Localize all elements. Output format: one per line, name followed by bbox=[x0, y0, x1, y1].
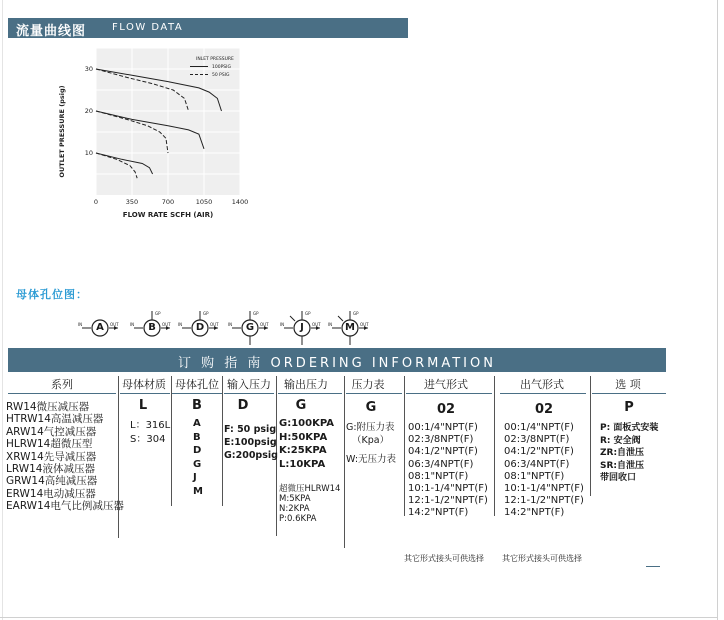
header-underline bbox=[278, 393, 342, 394]
svg-text:OUT: OUT bbox=[260, 322, 269, 327]
port-label: M bbox=[345, 322, 355, 333]
options-code: P bbox=[624, 400, 634, 415]
x-tick-label: 350 bbox=[125, 198, 139, 206]
column-divider bbox=[590, 376, 591, 496]
outlet-pressure-ultra-option: 超微压HLRW14 bbox=[279, 484, 341, 494]
outlet-form-code: 02 bbox=[534, 402, 554, 417]
header-underline bbox=[500, 393, 586, 394]
outlet-form-option: 10:1-1/4"NPT(F) bbox=[504, 483, 584, 494]
header-inlet-pressure: 输入压力 bbox=[227, 378, 271, 391]
inlet-form-option: 14:2"NPT(F) bbox=[408, 507, 469, 519]
header-outlet-pressure: 输出压力 bbox=[284, 378, 328, 391]
inlet-note: 其它形式接头可供选择 bbox=[404, 554, 484, 563]
outlet-form-option: 02:3/8NPT(F) bbox=[504, 434, 570, 446]
svg-text:OUT: OUT bbox=[110, 322, 119, 327]
x-tick-label: 0 bbox=[93, 198, 99, 206]
svg-text:GP: GP bbox=[203, 311, 209, 316]
column-divider bbox=[222, 376, 223, 506]
outlet-form-option: 06:3/4NPT(F) bbox=[504, 458, 570, 470]
series-item: RW14微压减压器 bbox=[6, 401, 90, 413]
series-item: EARW14电气比例减压器 bbox=[6, 500, 124, 513]
port-label: J bbox=[300, 322, 304, 333]
header-underline bbox=[346, 393, 402, 394]
svg-text:OUT: OUT bbox=[162, 322, 171, 327]
y-axis-label: OUTLET PRESSURE (psig) bbox=[58, 85, 66, 178]
gauge-option: W:无压力表 bbox=[346, 454, 397, 465]
svg-text:OUT: OUT bbox=[210, 322, 219, 327]
x-tick-label: 700 bbox=[161, 198, 175, 206]
outlet-pressure-ultra-option: N:2KPA bbox=[279, 504, 310, 514]
column-divider bbox=[118, 376, 119, 538]
legend-entry: 100PSIG bbox=[212, 65, 231, 70]
x-axis-label: FLOW RATE SCFH (AIR) bbox=[122, 211, 214, 219]
inlet-form-code: 02 bbox=[436, 402, 456, 417]
port-diagram-g bbox=[226, 308, 286, 348]
inlet-form-option: 00:1/4"NPT(F) bbox=[408, 422, 478, 433]
header-gauge: 压力表 bbox=[351, 378, 385, 391]
header-underline bbox=[172, 393, 222, 394]
inlet-form-option: 02:3/8NPT(F) bbox=[408, 434, 474, 446]
column-divider bbox=[344, 376, 345, 548]
port-code: B bbox=[192, 398, 202, 413]
port-option: A bbox=[193, 418, 201, 429]
port-option: M bbox=[193, 486, 203, 497]
y-tick-label: 10 bbox=[84, 149, 93, 157]
svg-text:GP: GP bbox=[155, 311, 161, 316]
port-diagram-m bbox=[326, 308, 386, 348]
port-option: D bbox=[193, 445, 202, 457]
header-outlet-form: 出气形式 bbox=[520, 378, 564, 391]
flow-title-en: FLOW DATA bbox=[112, 22, 184, 33]
outlet-pressure-code: G bbox=[295, 398, 307, 413]
inlet-form-option: 06:3/4NPT(F) bbox=[408, 458, 474, 470]
series-item: HLRW14超微压型 bbox=[6, 438, 93, 451]
header-material: 母体材质 bbox=[122, 378, 166, 391]
flow-chart bbox=[50, 40, 270, 230]
gauge-option: （Kpa） bbox=[352, 435, 390, 446]
port-option: B bbox=[193, 431, 201, 443]
inlet-pressure-code: D bbox=[237, 398, 249, 413]
header-underline bbox=[406, 393, 492, 394]
port-label: A bbox=[96, 322, 104, 333]
port-diagram-a bbox=[76, 308, 136, 348]
svg-text:IN: IN bbox=[78, 322, 83, 327]
flow-title-zh: 流量曲线图 bbox=[16, 24, 87, 39]
ordering-title: 订 购 指 南 ORDERING INFORMATION bbox=[178, 356, 496, 371]
header-options: 选 项 bbox=[615, 378, 641, 391]
inlet-form-option: 10:1-1/4"NPT(F) bbox=[408, 483, 488, 494]
inlet-pressure-option: G:200psig bbox=[224, 450, 278, 461]
ordering-banner bbox=[8, 348, 666, 372]
port-label: G bbox=[245, 322, 255, 333]
header-underline bbox=[224, 393, 274, 394]
outlet-form-option: 14:2"NPT(F) bbox=[504, 507, 565, 519]
series-item: ERW14电动减压器 bbox=[6, 487, 96, 500]
svg-text:IN: IN bbox=[280, 322, 285, 327]
frame-bottom bbox=[0, 617, 718, 618]
header-inlet-form: 进气形式 bbox=[424, 378, 468, 391]
port-label: D bbox=[195, 322, 205, 333]
gauge-option: G:附压力表 bbox=[346, 422, 395, 433]
frame-left bbox=[2, 0, 3, 620]
inlet-pressure-option: E:100psig bbox=[224, 437, 277, 448]
svg-text:IN: IN bbox=[130, 322, 135, 327]
material-code: L bbox=[138, 398, 148, 413]
header-underline bbox=[8, 393, 116, 394]
svg-text:IN: IN bbox=[328, 322, 333, 327]
x-tick-label: 1400 bbox=[231, 198, 249, 206]
series-item: HTRW14高温减压器 bbox=[6, 413, 104, 426]
outlet-pressure-ultra-option: M:5KPA bbox=[279, 494, 311, 504]
y-tick-label: 30 bbox=[84, 65, 93, 73]
outlet-pressure-option: G:100KPA bbox=[279, 418, 334, 429]
series-item: GRW14高纯减压器 bbox=[6, 475, 98, 488]
header-series: 系列 bbox=[51, 378, 73, 391]
options-option: R: 安全阀 bbox=[600, 435, 641, 446]
svg-text:GP: GP bbox=[253, 311, 259, 316]
material-option: S：304 bbox=[130, 434, 166, 445]
outlet-note: 其它形式接头可供选择 bbox=[502, 554, 582, 563]
frame-right bbox=[717, 0, 718, 620]
outlet-form-option: 04:1/2"NPT(F) bbox=[504, 446, 574, 458]
inlet-pressure-option: F: 50 psig bbox=[224, 424, 277, 435]
port-diagram-title: 母体孔位图： bbox=[16, 288, 88, 301]
gauge-code: G bbox=[365, 400, 377, 415]
svg-text:GP: GP bbox=[305, 311, 311, 316]
x-tick-label: 1050 bbox=[195, 198, 213, 206]
options-option: 带回收口 bbox=[600, 473, 637, 483]
column-divider bbox=[494, 376, 495, 516]
svg-text:OUT: OUT bbox=[312, 322, 321, 327]
series-item: ARW14气控减压器 bbox=[6, 425, 97, 438]
inlet-form-option: 08:1"NPT(F) bbox=[408, 470, 469, 482]
column-divider bbox=[171, 376, 172, 506]
outlet-pressure-option: H:50KPA bbox=[279, 431, 328, 443]
options-option: P: 面板式安装 bbox=[600, 423, 659, 433]
column-divider bbox=[404, 376, 405, 516]
options-option: SR:自泄压 bbox=[600, 460, 645, 471]
port-label: B bbox=[148, 322, 156, 333]
material-option: L：316L bbox=[130, 420, 171, 431]
header-underline bbox=[120, 393, 170, 394]
options-option: ZR:自泄压 bbox=[600, 448, 645, 458]
svg-text:IN: IN bbox=[228, 322, 233, 327]
y-tick-label: 20 bbox=[84, 107, 93, 115]
series-item: XRW14先导减压器 bbox=[6, 450, 97, 463]
svg-text:OUT: OUT bbox=[360, 322, 369, 327]
series-item: LRW14液体减压器 bbox=[6, 463, 95, 475]
inlet-form-option: 04:1/2"NPT(F) bbox=[408, 446, 478, 458]
outlet-pressure-option: K:25KPA bbox=[279, 445, 327, 456]
outlet-pressure-ultra-option: P:0.6KPA bbox=[279, 514, 317, 524]
port-option: J bbox=[193, 472, 197, 484]
header-port: 母体孔位 bbox=[175, 378, 219, 391]
outlet-pressure-option: L:10KPA bbox=[279, 458, 326, 470]
svg-text:GP: GP bbox=[353, 311, 359, 316]
port-option: G bbox=[193, 458, 202, 470]
flow-data-banner bbox=[8, 18, 408, 38]
header-underline bbox=[592, 393, 666, 394]
legend-entry: 50 PSIG bbox=[212, 73, 230, 78]
legend-title: INLET PRESSURE bbox=[196, 57, 234, 62]
outlet-form-option: 12:1-1/2"NPT(F) bbox=[504, 495, 584, 507]
inlet-form-option: 12:1-1/2"NPT(F) bbox=[408, 495, 488, 507]
decorative-dash bbox=[646, 566, 660, 567]
outlet-form-option: 08:1"NPT(F) bbox=[504, 470, 565, 482]
svg-text:IN: IN bbox=[178, 322, 183, 327]
outlet-form-option: 00:1/4"NPT(F) bbox=[504, 422, 574, 433]
